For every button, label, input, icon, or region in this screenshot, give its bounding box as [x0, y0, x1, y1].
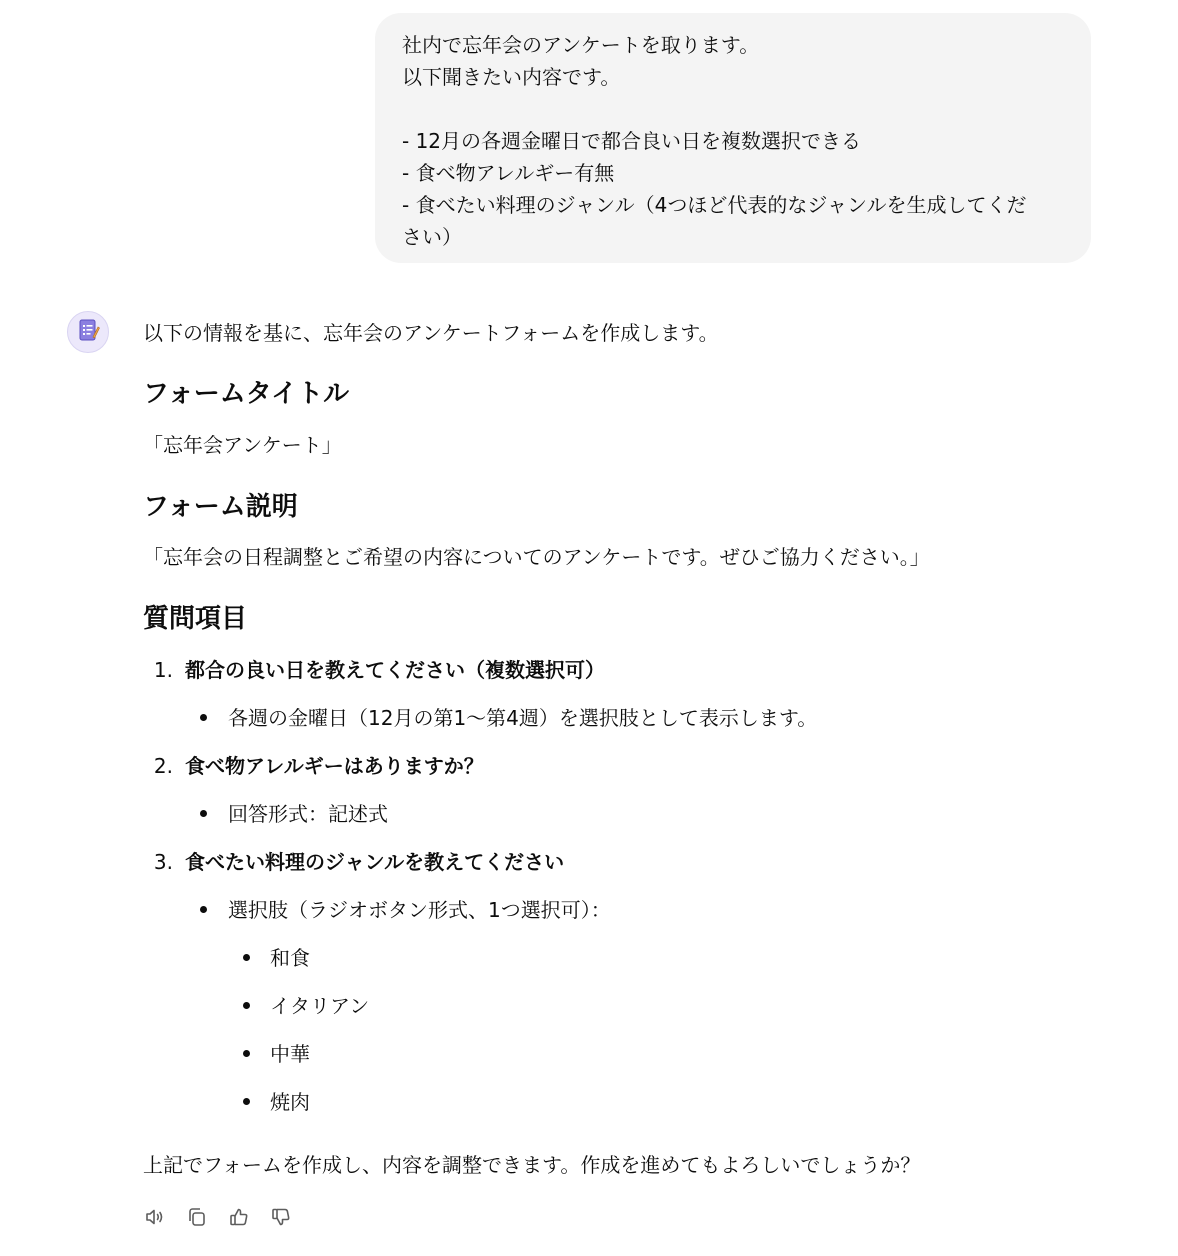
read-aloud-icon: [144, 1206, 166, 1232]
question-title: 食べ物アレルギーはありますか？: [185, 754, 484, 778]
user-message-line: 社内で忘年会のアンケートを取ります。: [402, 33, 760, 57]
user-message-blank-line: [402, 93, 1065, 125]
read-aloud-button[interactable]: [143, 1207, 167, 1231]
bullet: [200, 906, 207, 913]
assistant-avatar: [67, 311, 109, 353]
option-item: 中華: [270, 1042, 310, 1066]
user-message-line: - 12月の各週金曜日で都合良い日を複数選択できる: [402, 129, 862, 153]
thumbs-up-icon: [228, 1206, 250, 1232]
copy-icon: [186, 1206, 208, 1232]
closing-text: 上記でフォームを作成し、内容を調整できます。作成を進めてもよろしいでしょうか？: [143, 1153, 921, 1177]
user-message-line: 以下聞きたい内容です。: [402, 65, 621, 89]
user-message-line: さい）: [402, 225, 462, 249]
bullet: [243, 1098, 250, 1105]
bullet: [243, 954, 250, 961]
option-item: 和食: [270, 946, 310, 970]
bullet: [243, 1002, 250, 1009]
bullet: [200, 810, 207, 817]
questions-heading: 質問項目: [143, 604, 248, 634]
bullet: [243, 1050, 250, 1057]
thumbs-up-button[interactable]: [227, 1207, 251, 1231]
user-message-bubble: [375, 13, 1091, 263]
question-number: 3.: [153, 850, 173, 874]
thumbs-down-button[interactable]: [269, 1207, 293, 1231]
question-number: 1.: [153, 658, 173, 682]
option-item: イタリアン: [270, 994, 370, 1018]
intro-text: 以下の情報を基に、忘年会のアンケートフォームを作成します。: [143, 321, 719, 345]
option-item: 焼肉: [270, 1090, 310, 1114]
question-title: 都合の良い日を教えてください（複数選択可）: [185, 658, 605, 682]
form-title-value: 「忘年会アンケート」: [143, 433, 342, 457]
question-title: 食べたい料理のジャンルを教えてください: [185, 850, 565, 874]
form-description-value: 「忘年会の日程調整とご希望の内容についてのアンケートです。ぜひご協力ください。」: [143, 545, 930, 569]
bullet: [200, 714, 207, 721]
user-message-line: - 食べ物アレルギー有無: [402, 161, 615, 185]
question-detail: 選択肢（ラジオボタン形式、1つ選択可）：: [228, 898, 611, 922]
question-detail: 回答形式：記述式: [228, 802, 388, 826]
message-actions: [143, 1205, 293, 1233]
form-description-heading: フォーム説明: [143, 492, 298, 522]
form-document-icon: [75, 317, 101, 347]
form-title-heading: フォームタイトル: [143, 379, 350, 409]
user-message-line: - 食べたい料理のジャンル（4つほど代表的なジャンルを生成してくだ: [402, 193, 1027, 217]
thumbs-down-icon: [270, 1206, 292, 1232]
question-number: 2.: [153, 754, 173, 778]
question-detail: 各週の金曜日（12月の第1〜第4週）を選択肢として表示します。: [228, 706, 818, 730]
copy-button[interactable]: [185, 1207, 209, 1231]
